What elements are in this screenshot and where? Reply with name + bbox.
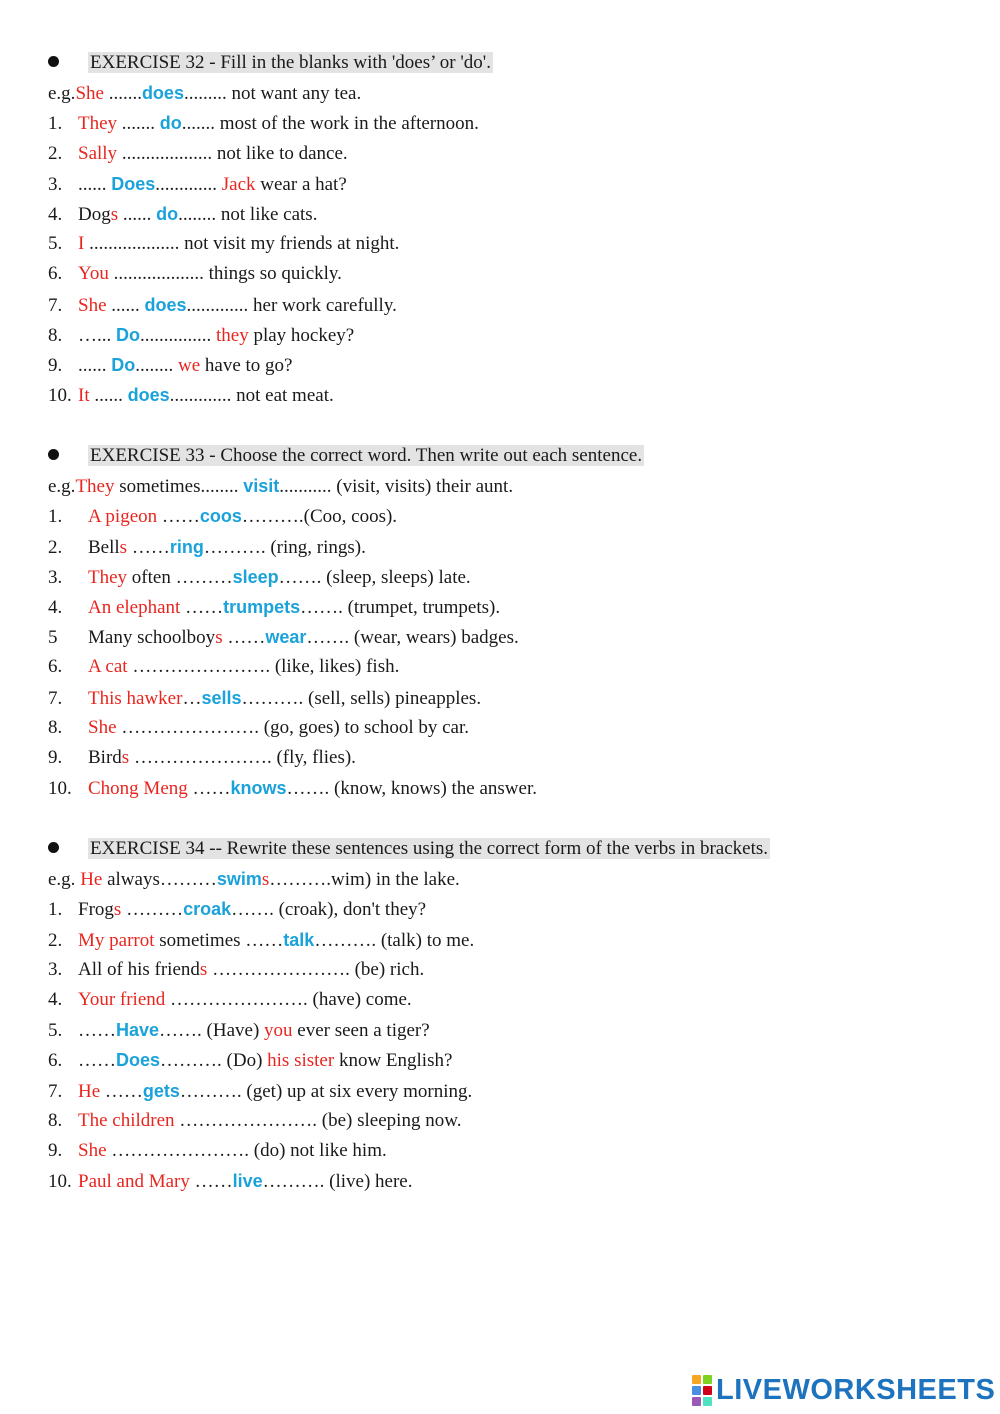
answer-word: Have	[116, 1020, 160, 1041]
exercise-33	[0, 441, 1000, 803]
sentence-text: ............. not eat meat.	[169, 385, 334, 407]
sentence-text: Dog	[78, 203, 111, 225]
exercise-34	[0, 834, 1000, 1196]
item-number: 3.	[48, 173, 63, 195]
item-number: 6.	[48, 1050, 63, 1072]
list-item	[0, 592, 1000, 622]
brand-name: LIVEWORKSHEETS	[716, 1373, 996, 1406]
subject-highlight: She	[88, 716, 117, 738]
bullet-icon	[48, 449, 59, 460]
sentence-text: Frog	[78, 899, 114, 921]
logo-tile	[703, 1375, 712, 1384]
sentence-text: often ………	[127, 566, 233, 588]
sentence-text: ……. (sleep, sleeps) late.	[278, 566, 471, 588]
sentence-text: e.g.	[48, 869, 81, 891]
item-number: 1.	[48, 899, 63, 921]
sentence-text: ………. (get) up at six every morning.	[179, 1080, 473, 1102]
item-number: 6.	[48, 656, 63, 678]
subject-highlight: his sister	[267, 1050, 335, 1072]
item-number: 5.	[48, 1020, 63, 1042]
answer-word: does	[144, 294, 187, 315]
item-number: 1.	[48, 113, 63, 135]
list-item	[0, 139, 1000, 169]
sentence-text: …………………. (be) rich.	[207, 958, 425, 980]
item-number: 10.	[48, 385, 72, 407]
subject-highlight: s	[199, 958, 208, 980]
sentence-text: ......	[106, 294, 145, 316]
answer-word: sells	[201, 687, 242, 708]
sentence-text: ........ not like cats.	[178, 203, 318, 225]
sentence-text: …………………. (go, goes) to school by car.	[116, 716, 470, 738]
answer-word: Does	[111, 173, 156, 194]
sentence-text: ........	[135, 354, 178, 376]
sentence-text: play hockey?	[248, 324, 355, 346]
subject-highlight: It	[78, 385, 90, 407]
subject-highlight: s	[215, 627, 223, 649]
item-number: 6.	[48, 263, 63, 285]
sentence-text: sometimes........	[114, 476, 244, 498]
subject-highlight: s	[121, 746, 130, 768]
logo-tile	[703, 1397, 712, 1406]
answer-word: wear	[265, 627, 307, 648]
sentence-text: …………………. (be) sleeping now.	[174, 1109, 462, 1131]
item-number: 3.	[48, 566, 63, 588]
subject-highlight: s	[110, 203, 119, 225]
sentence-text: .......	[117, 113, 160, 135]
example-line	[0, 864, 1000, 894]
bullet-icon	[48, 56, 59, 67]
sentence-text: e.g.	[48, 476, 76, 498]
sentence-text: …………………. (have) come.	[165, 988, 412, 1010]
item-number: 9.	[48, 354, 63, 376]
sentence-text: ……	[189, 1171, 233, 1193]
subject-highlight: An elephant	[88, 596, 181, 618]
sentence-text: ……	[78, 1020, 116, 1042]
sentence-text: ……	[78, 1050, 116, 1072]
subject-highlight: you	[264, 1020, 293, 1042]
list-item	[0, 1106, 1000, 1136]
list-item	[0, 773, 1000, 803]
sentence-text: ……	[157, 506, 200, 528]
sentence-text: ………. (talk) to me.	[314, 929, 475, 951]
subject-highlight: She	[75, 83, 104, 105]
list-item	[0, 683, 1000, 713]
sentence-text: …………………. (fly, flies).	[129, 746, 356, 768]
subject-highlight: s	[119, 536, 128, 558]
list-item	[0, 1015, 1000, 1045]
subject-highlight: Chong Meng	[88, 778, 188, 800]
sentence-text: ………. (live) here.	[262, 1171, 413, 1193]
item-number: 4.	[48, 988, 63, 1010]
subject-highlight: Sally	[78, 142, 118, 164]
item-number: 2.	[48, 142, 63, 164]
answer-word: does	[127, 385, 170, 406]
item-number: 9.	[48, 746, 63, 768]
sentence-text: ……	[180, 596, 224, 618]
list-item	[0, 108, 1000, 138]
subject-highlight: She	[78, 294, 107, 316]
subject-highlight: they	[216, 324, 249, 346]
sentence-text: …………………. (do) not like him.	[106, 1139, 387, 1161]
subject-highlight: They	[78, 113, 118, 135]
subject-highlight: He	[78, 1080, 101, 1102]
subject-highlight: They	[75, 476, 115, 498]
item-number: 10.	[48, 1171, 72, 1193]
list-item	[0, 1045, 1000, 1075]
heading-text: EXERCISE 32 - Fill in the blanks with 'does’ or 'do'.	[90, 52, 491, 73]
list-item	[0, 894, 1000, 924]
list-item	[0, 925, 1000, 955]
list-item	[0, 199, 1000, 229]
answer-word: visit	[243, 476, 280, 497]
answer-word: coos	[199, 506, 242, 527]
answer-word: Do	[111, 354, 136, 375]
sentence-text: always………	[102, 869, 217, 891]
sentence-text: ……….(Coo, coos).	[241, 506, 398, 528]
sentence-text: sometimes ……	[154, 929, 284, 951]
sentence-text: ……	[100, 1080, 143, 1102]
sentence-text: Bell	[88, 536, 120, 558]
sentence-text: …………………. (like, likes) fish.	[127, 656, 400, 678]
sentence-text: ................... things so quickly.	[108, 263, 342, 285]
sentence-text: ................... not visit my friends at night.	[84, 233, 400, 255]
item-number: 1.	[48, 506, 63, 528]
subject-highlight: we	[178, 354, 201, 376]
answer-word: ring	[169, 536, 204, 557]
sentence-text: ………. (Do)	[160, 1050, 268, 1072]
item-number: 7.	[48, 1080, 63, 1102]
answer-word: Does	[116, 1050, 161, 1071]
sentence-text: ................... not like to dance.	[117, 142, 348, 164]
exercise-heading	[0, 834, 1000, 864]
item-list	[0, 501, 1000, 803]
list-item	[0, 350, 1000, 380]
item-number: 2.	[48, 929, 63, 951]
heading-text: EXERCISE 34 -- Rewrite these sentences using the correct form of the verbs in brackets.	[90, 838, 768, 859]
sentence-text: know English?	[334, 1050, 453, 1072]
sentence-text: ……	[222, 627, 266, 649]
sentence-text: ......... not want any tea.	[183, 83, 362, 105]
sentence-text: ……	[127, 536, 170, 558]
subject-highlight: The children	[78, 1109, 175, 1131]
sentence-text: ......	[78, 354, 112, 376]
list-item	[0, 501, 1000, 531]
list-item	[0, 229, 1000, 259]
logo-tile	[703, 1386, 712, 1395]
list-item	[0, 380, 1000, 410]
sentence-text: have to go?	[200, 354, 293, 376]
list-item	[0, 622, 1000, 652]
answer-word: trumpets	[223, 596, 301, 617]
answer-word: does	[141, 83, 184, 104]
sentence-text: .......	[103, 83, 142, 105]
subject-highlight: A cat	[88, 656, 128, 678]
subject-highlight: A pigeon	[88, 506, 158, 528]
item-number: 8.	[48, 324, 63, 346]
list-item	[0, 955, 1000, 985]
sentence-text: wear a hat?	[255, 173, 347, 195]
item-number: 4.	[48, 596, 63, 618]
sentence-text: .............	[155, 173, 222, 195]
subject-highlight: Your friend	[78, 988, 166, 1010]
bullet-icon	[48, 842, 59, 853]
answer-word: sleep	[232, 566, 279, 587]
list-item	[0, 1076, 1000, 1106]
exercise-heading	[0, 441, 1000, 471]
sentence-text: …	[182, 687, 202, 709]
sentence-text: ever seen a tiger?	[292, 1020, 430, 1042]
list-item	[0, 532, 1000, 562]
item-number: 5	[48, 627, 58, 649]
liveworksheets-logo-icon	[692, 1375, 712, 1406]
list-item	[0, 985, 1000, 1015]
answer-word: talk	[283, 929, 315, 950]
item-list	[0, 894, 1000, 1196]
sentence-text: ......	[89, 385, 128, 407]
subject-highlight: He	[80, 869, 103, 891]
subject-highlight: You	[78, 263, 109, 285]
subject-highlight: This hawker	[88, 687, 183, 709]
item-number: 7.	[48, 687, 63, 709]
sentence-text: Bird	[88, 746, 122, 768]
sentence-text: ………. (ring, rings).	[203, 536, 366, 558]
item-number: 4.	[48, 203, 63, 225]
sentence-text: ....... most of the work in the afternoon.	[181, 113, 479, 135]
sentence-text: ...............	[140, 324, 216, 346]
list-item	[0, 1136, 1000, 1166]
list-item	[0, 743, 1000, 773]
item-number: 7.	[48, 294, 63, 316]
item-list	[0, 108, 1000, 410]
list-item	[0, 320, 1000, 350]
answer-word: do	[159, 113, 182, 134]
logo-tile	[692, 1397, 701, 1406]
sentence-text: All of his friend	[78, 958, 200, 980]
heading-text: EXERCISE 33 - Choose the correct word. Then write out each sentence.	[90, 445, 643, 466]
list-item	[0, 652, 1000, 682]
answer-word: Do	[116, 324, 140, 345]
subject-highlight: My parrot	[78, 929, 155, 951]
item-number: 9.	[48, 1139, 63, 1161]
exercise-32	[0, 48, 1000, 410]
subject-highlight: They	[88, 566, 128, 588]
sentence-text: ......	[118, 203, 157, 225]
sentence-text: ……….wim) in the lake.	[269, 869, 460, 891]
item-number: 2.	[48, 536, 63, 558]
subject-highlight: s	[113, 899, 122, 921]
item-number: 10.	[48, 778, 72, 800]
answer-word: knows	[230, 778, 287, 799]
item-number: 8.	[48, 1109, 63, 1131]
sentence-text: ………. (sell, sells) pineapples.	[241, 687, 482, 709]
list-item	[0, 290, 1000, 320]
list-item	[0, 1166, 1000, 1196]
item-number: 8.	[48, 716, 63, 738]
answer-word: swim	[216, 869, 262, 890]
sentence-text: ……. (Have)	[159, 1020, 265, 1042]
sentence-text: ……	[187, 778, 231, 800]
example-line	[0, 471, 1000, 501]
sentence-text: ........... (visit, visits) their aunt.	[279, 476, 514, 498]
subject-highlight: I	[78, 233, 85, 255]
sentence-text: ……. (trumpet, trumpets).	[300, 596, 501, 618]
list-item	[0, 713, 1000, 743]
answer-word: croak	[183, 899, 232, 920]
list-item	[0, 562, 1000, 592]
liveworksheets-brand[interactable]	[692, 1374, 995, 1406]
logo-tile	[692, 1375, 701, 1384]
subject-highlight: Jack	[221, 173, 256, 195]
item-number: 5.	[48, 233, 63, 255]
sentence-text: ............. her work carefully.	[186, 294, 397, 316]
sentence-text: ……. (croak), don't they?	[231, 899, 427, 921]
answer-word: do	[156, 203, 179, 224]
exercise-heading	[0, 48, 1000, 78]
sentence-text: e.g.	[48, 83, 76, 105]
answer-word: live	[232, 1171, 263, 1192]
subject-highlight: Paul and Mary	[78, 1171, 190, 1193]
subject-highlight: s	[261, 869, 270, 891]
sentence-text: ………	[121, 899, 184, 921]
list-item	[0, 169, 1000, 199]
item-number: 3.	[48, 958, 63, 980]
sentence-text: …...	[78, 324, 116, 346]
list-item	[0, 259, 1000, 289]
sentence-text: ......	[78, 173, 112, 195]
example-line	[0, 78, 1000, 108]
logo-tile	[692, 1386, 701, 1395]
sentence-text: ……. (wear, wears) badges.	[306, 627, 519, 649]
answer-word: gets	[142, 1080, 180, 1101]
subject-highlight: She	[78, 1139, 107, 1161]
sentence-text: ……. (know, knows) the answer.	[286, 778, 537, 800]
sentence-text: Many schoolboy	[88, 627, 216, 649]
